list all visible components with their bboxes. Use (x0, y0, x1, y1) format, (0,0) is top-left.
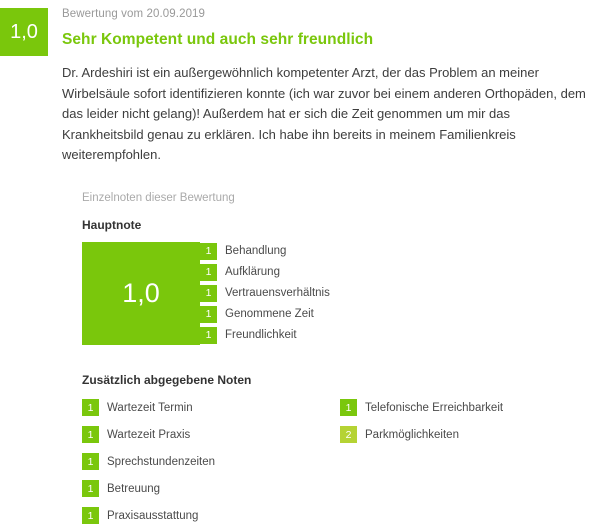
extra-grades-left-column (82, 397, 340, 532)
main-grade-value: 1,0 (82, 242, 200, 345)
list-item (82, 451, 340, 473)
list-item (82, 505, 340, 527)
list-item (200, 305, 330, 324)
list-item (82, 397, 340, 419)
extra-grades-right-column (340, 397, 598, 532)
grade-chip: 1 (200, 285, 217, 302)
grade-label: Wartezeit Termin (107, 401, 193, 414)
list-item (340, 424, 598, 446)
grade-label: Betreuung (107, 482, 161, 495)
grade-chip: 1 (200, 327, 217, 344)
grade-label: Genommene Zeit (225, 308, 314, 320)
grade-label: Wartezeit Praxis (107, 428, 191, 441)
list-item (82, 424, 340, 446)
grade-label: Vertrauensverhältnis (225, 287, 330, 299)
extra-grades-grid (82, 397, 598, 532)
grade-chip: 1 (82, 507, 99, 524)
list-item (82, 478, 340, 500)
review-date: Bewertung vom 20.09.2019 (62, 8, 206, 20)
main-grade-heading: Hauptnote (82, 217, 142, 232)
list-item (200, 326, 330, 345)
review-content (62, 0, 598, 532)
grade-chip: 1 (82, 426, 99, 443)
grade-chip: 1 (340, 399, 357, 416)
overall-score-badge: 1,0 (0, 8, 48, 56)
grade-chip: 1 (200, 264, 217, 281)
review-title: Sehr Kompetent und auch sehr freundlich (62, 31, 374, 48)
list-item (200, 263, 330, 282)
grade-label: Aufklärung (225, 266, 280, 278)
main-grade-row (82, 242, 598, 345)
list-item (200, 284, 330, 303)
grade-label: Sprechstundenzeiten (107, 455, 216, 468)
extra-grades-heading: Zusätzlich abgegebene Noten (82, 372, 252, 387)
grade-details (82, 192, 598, 532)
grade-label: Praxisausstattung (107, 509, 199, 522)
list-item (340, 397, 598, 419)
grade-label: Parkmöglichkeiten (365, 428, 459, 441)
extra-grades-section (82, 373, 598, 532)
grade-chip: 1 (82, 399, 99, 416)
review-body: Dr. Ardeshiri ist ein außergewöhnlich kompetenter Arzt, der das Problem an meiner Wirbelsäule sofort identifizieren konnte (ich war zuvor bei einem anderen Orthopäden, dem das leider nicht gelang)! Außerdem hat er sich die Zeit genommen um mir das Krankheitsbild genau zu erklären. Ich habe ihn bereits in meinem Familienkreis weiterempfohlen. (62, 65, 586, 162)
details-caption: Einzelnoten dieser Bewertung (82, 191, 235, 204)
grade-chip: 1 (82, 480, 99, 497)
grade-chip: 1 (82, 453, 99, 470)
grade-chip: 2 (340, 426, 357, 443)
grade-chip: 1 (200, 306, 217, 323)
list-item (200, 242, 330, 261)
grade-chip: 1 (200, 243, 217, 260)
grade-label: Freundlichkeit (225, 329, 297, 341)
grade-label: Telefonische Erreichbarkeit (365, 401, 504, 414)
main-grade-list (200, 242, 330, 345)
grade-label: Behandlung (225, 245, 287, 257)
